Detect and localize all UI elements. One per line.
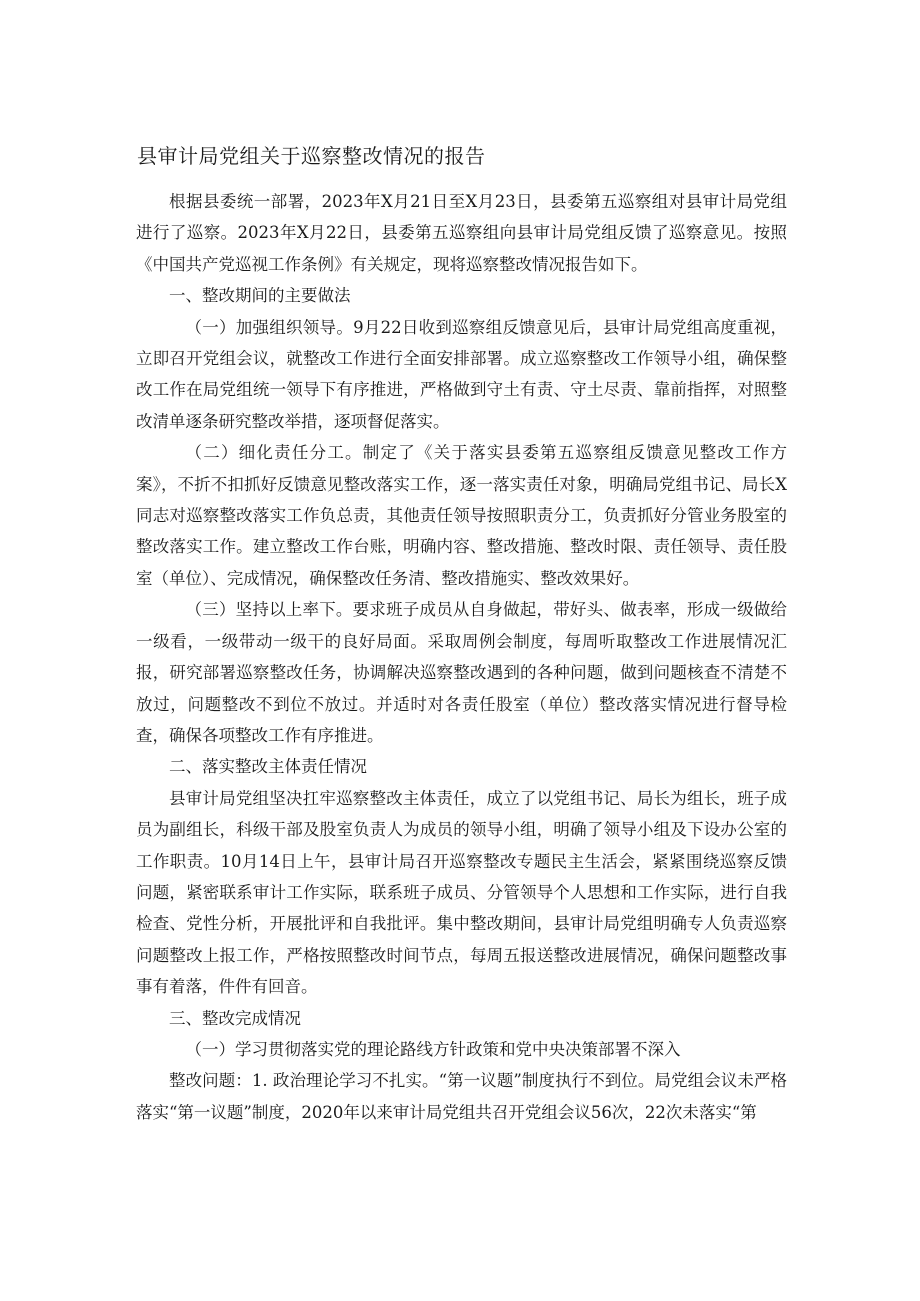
paragraph-responsibility-division: （二）细化责任分工。制定了《关于落实县委第五巡察组反馈意见整改工作方案》，不折不扣抓好反馈意见整改落实工作，逐一落实责任对象，明确局党组书记、局长X同志对巡察整改落实工作负总责，其他责任领导按照职责分工，负责抓好分管业务股室的整改落实工作。建立整改工作台账，明确内容、整改措施、整改时限、责任领导、责任股室（单位）、完成情况，确保整改任务清、整改措施实、整改效果好。 bbox=[136, 443, 787, 588]
subsection-heading-1: （一）学习贯彻落实党的理论路线方针政策和党中央决策部署不深入 bbox=[185, 1039, 681, 1059]
document-title: 县审计局党组关于巡察整改情况的报告 bbox=[137, 144, 486, 168]
paragraph-lead-by-example: （三）坚持以上率下。要求班子成员从自身做起，带好头、做表率，形成一级做给一级看，一级带动一级干的良好局面。采取周例会制度，每周听取整改工作进展情况汇报，研究部署巡察整改任务，协调解决巡察整改遇到的各种问题，做到问题核查不清楚不放过，问题整改不到位不放过。并适时对各责任股室（单位）整改落实情况进行督导检查，确保各项整改工作有序推进。 bbox=[136, 600, 787, 745]
paragraph-main-responsibility: 县审计局党组坚决扛牢巡察整改主体责任，成立了以党组书记、局长为组长，班子成员为副组长，科级干部及股室负责人为成员的领导小组，明确了领导小组及下设办公室的工作职责。10月14日上午，县审计局召开巡察整改专题民主生活会，紧紧围绕巡察反馈问题，紧密联系审计工作实际，联系班子成员、分管领导个人思想和工作实际，进行自我检查、党性分析，开展批评和自我批评。集中整改期间，县审计局党组明确专人负责巡察问题整改上报工作，严格按照整改时间节点，每周五报送整改进展情况，确保问题整改事事有着落，件件有回音。 bbox=[136, 788, 787, 997]
section-heading-2: 二、落实整改主体责任情况 bbox=[169, 757, 367, 777]
paragraph-organize-leadership: （一）加强组织领导。9月22日收到巡察组反馈意见后，县审计局党组高度重视，立即召开党组会议，就整改工作进行全面安排部署。成立巡察整改工作领导小组，确保整改工作在局党组统一领导下有序推进，严格做到守土有责、守土尽责、靠前指挥，对照整改清单逐条研究整改举措，逐项督促落实。 bbox=[136, 317, 787, 431]
section-heading-3: 三、整改完成情况 bbox=[169, 1008, 301, 1028]
section-heading-1: 一、整改期间的主要做法 bbox=[169, 286, 351, 306]
document-body bbox=[136, 186, 787, 1128]
paragraph-rectification-issue: 整改问题：1. 政治理论学习不扎实。“第一议题”制度执行不到位。局党组会议未严格落实“第一议题”制度，2020年以来审计局党组共召开党组会议56次，22次未落实“第 bbox=[136, 1071, 787, 1122]
intro-paragraph: 根据县委统一部署，2023年X月21日至X月23日，县委第五巡察组对县审计局党组进行了巡察。2023年X月22日，县委第五巡察组向县审计局党组反馈了巡察意见。按照《中国共产党巡视工作条例》有关规定，现将巡察整改情况报告如下。 bbox=[136, 192, 787, 274]
